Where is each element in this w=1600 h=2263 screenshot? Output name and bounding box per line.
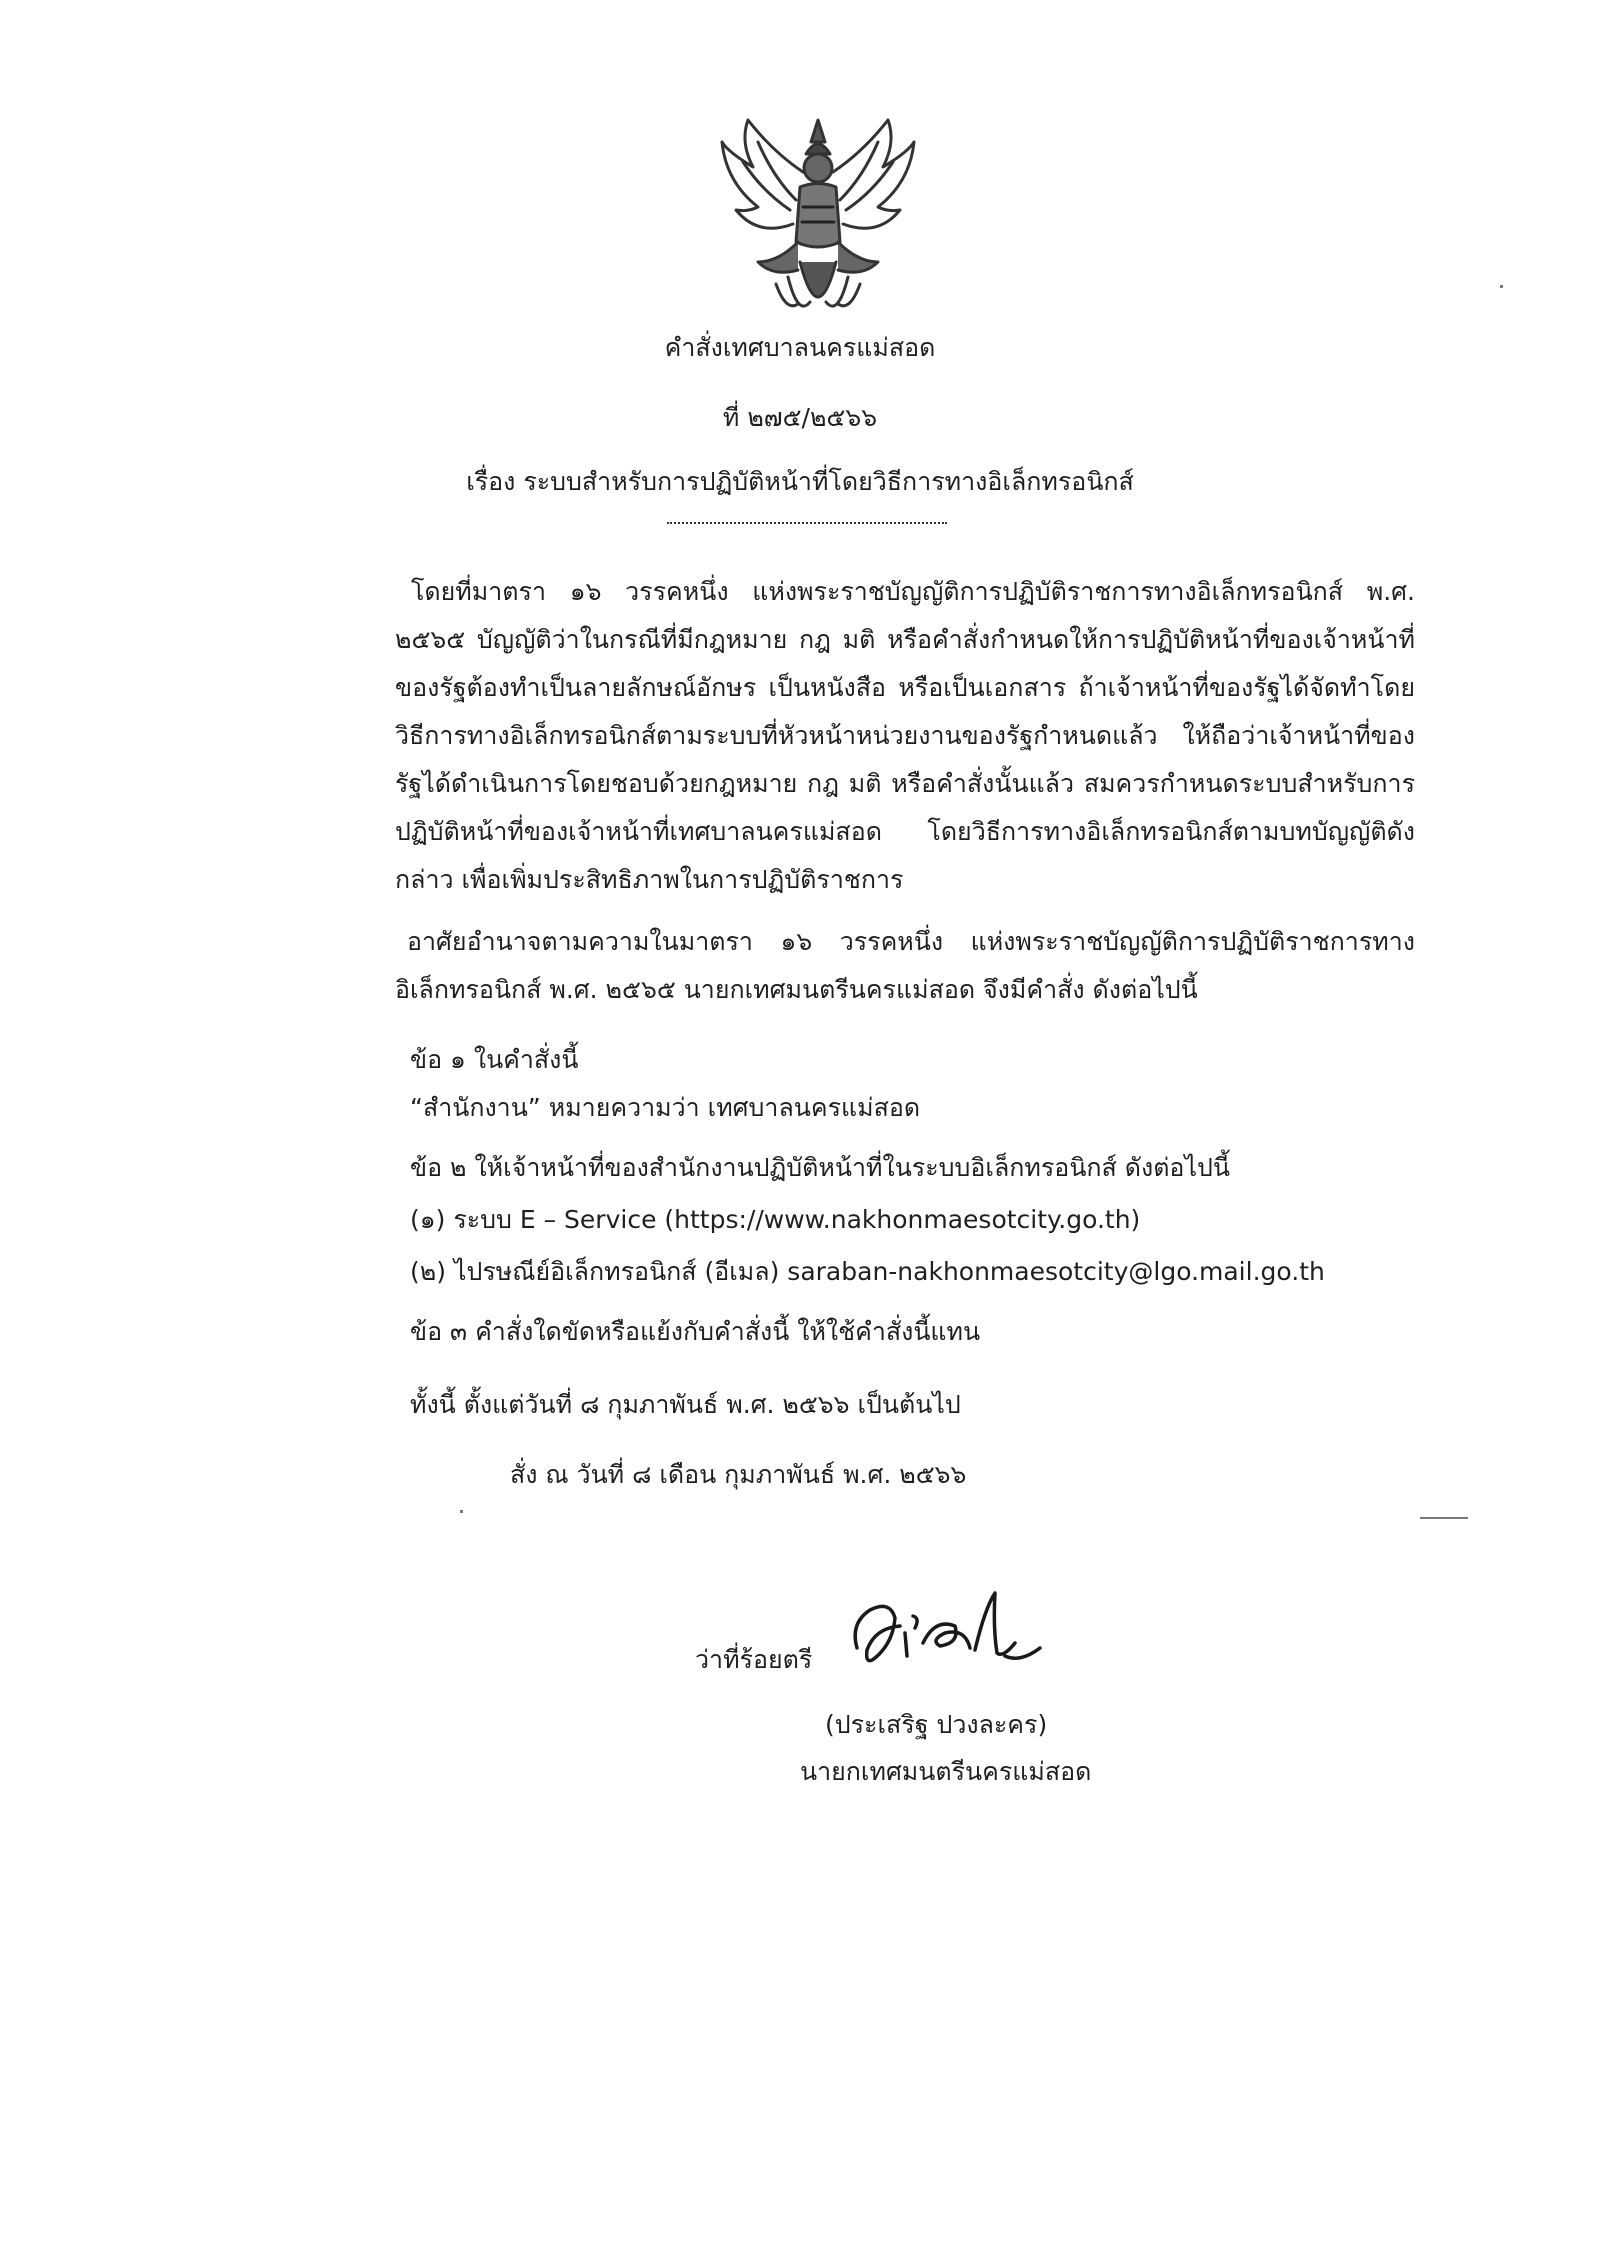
order-number: ที่ ๒๗๕/๒๕๖๖ [722, 403, 878, 432]
scan-mark [460, 1510, 463, 1513]
signer-name: (ประเสริฐ ปวงละคร) [825, 1710, 1048, 1739]
paragraph-authority-text: อาศัยอำนาจตามความในมาตรา ๑๖ วรรคหนึ่ง แห่งพระราชบัญญัติการปฏิบัติราชการทางอิเล็กทรอนิกส์ พ.ศ. ๒๕๖๕ นายกเทศมนตรีนครแม่สอด จึงมีคำสั่ง ดังต่อไปนี้ [395, 927, 1415, 1004]
handwritten-signature [845, 1588, 1045, 1678]
scan-mark [1500, 285, 1503, 288]
paragraph-preamble-text: โดยที่มาตรา ๑๖ วรรคหนึ่ง แห่งพระราชบัญญัติการปฏิบัติราชการทางอิเล็กทรอนิกส์ พ.ศ. ๒๕๖๕ บัญญัติว่าในกรณีที่มีกฎหมาย กฎ มติ หรือคำสั่งกำหนดให้การปฏิบัติหน้าที่ของเจ้าหน้าที่ของรัฐต้องทำเป็นลายลักษณ์อักษร เป็นหนังสือ หรือเป็นเอกสาร ถ้าเจ้าหน้าที่ของรัฐได้จัดทำโดยวิธีการทางอิเล็กทรอนิกส์ตามระบบที่หัวหน้าหน่วยงานของรัฐกำหนดแล้ว ให้ถือว่าเจ้าหน้าที่ของรัฐได้ดำเนินการโดยชอบด้วยกฎหมาย กฎ มติ หรือคำสั่งนั้นแล้ว สมควรกำหนดระบบสำหรับการปฏิบัติหน้าที่ของเจ้าหน้าที่เทศบาลนครแม่สอด โดยวิธีการทางอิเล็กทรอนิกส์ตามบทบัญญัติดังกล่าว เพื่อเพิ่มประสิทธิภาพในการปฏิบัติราชการ [395, 577, 1415, 894]
effective-date: ทั้งนี้ ตั้งแต่วันที่ ๘ กุมภาพันธ์ พ.ศ. ๒๕๖๖ เป็นต้นไป [410, 1390, 961, 1419]
clause-2: ข้อ ๒ ให้เจ้าหน้าที่ของสำนักงานปฏิบัติหน้าที่ในระบบอิเล็กทรอนิกส์ ดังต่อไปนี้ [410, 1153, 1230, 1182]
signer-rank: ว่าที่ร้อยตรี [695, 1645, 813, 1674]
clause-1-definition: “สำนักงาน” หมายความว่า เทศบาลนครแม่สอด [410, 1093, 921, 1122]
clause-3: ข้อ ๓ คำสั่งใดขัดหรือแย้งกับคำสั่งนี้ ให้ใช้คำสั่งนี้แทน [410, 1317, 981, 1346]
clause-2-item-1: (๑) ระบบ E – Service (https://www.nakhonmaesotcity.go.th) [410, 1205, 1141, 1234]
garuda-emblem-icon [718, 112, 918, 337]
scan-mark [1420, 1517, 1468, 1519]
signer-position: นายกเทศมนตรีนครแม่สอด [800, 1757, 1092, 1786]
clause-1: ข้อ ๑ ในคำสั่งนี้ [410, 1045, 579, 1074]
paragraph-authority [395, 918, 1415, 1014]
order-subject: เรื่อง ระบบสำหรับการปฏิบัติหน้าที่โดยวิธีการทางอิเล็กทรอนิกส์ [466, 467, 1134, 496]
dotted-separator [667, 522, 947, 524]
clause-2-item-2: (๒) ไปรษณีย์อิเล็กทรอนิกส์ (อีเมล) saraban-nakhonmaesotcity@lgo.mail.go.th [410, 1257, 1325, 1286]
order-title: คำสั่งเทศบาลนครแม่สอด [664, 333, 936, 362]
paragraph-preamble [395, 568, 1415, 904]
order-date: สั่ง ณ วันที่ ๘ เดือน กุมภาพันธ์ พ.ศ. ๒๕๖๖ [510, 1460, 967, 1489]
